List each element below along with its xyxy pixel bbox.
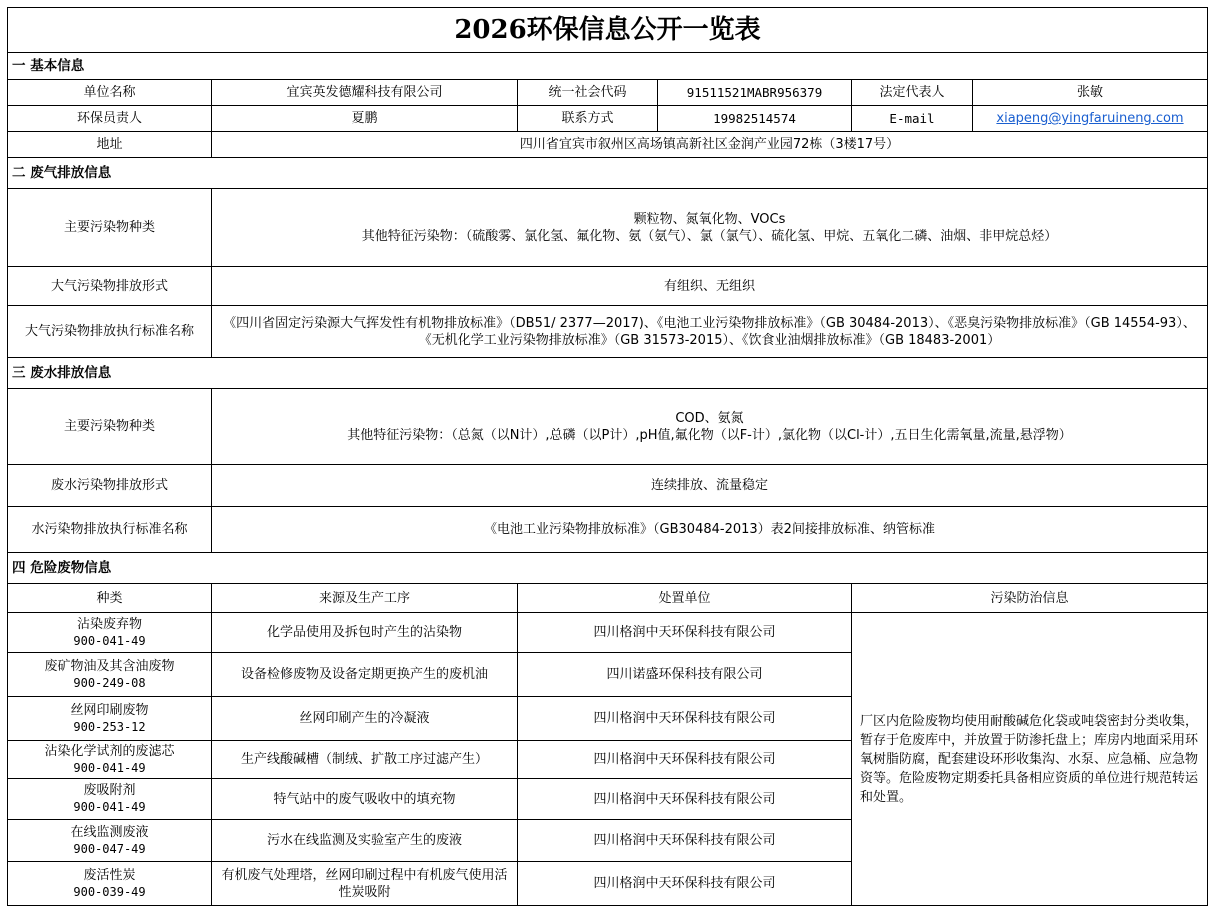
gas-form-label: 大气污染物排放形式 [8,267,212,306]
gas-form-value: 有组织、无组织 [212,267,1208,306]
waste-header-type: 种类 [8,584,212,613]
water-standard-value: 《电池工业污染物排放标准》（GB30484-2013）表2间接排放标准、纳管标准 [212,507,1208,553]
address-label: 地址 [8,132,212,158]
waste-name: 废吸附剂 [83,783,136,798]
section-water-info: 三 废水排放信息 [8,358,1208,389]
gas-pollutants-main: 颗粒物、氮氧化物、VOCs [633,211,786,227]
waste-source: 特气站中的废气吸收中的填充物 [212,779,518,820]
gas-pollutants-other: 其他特征污染物：（硫酸雾、氯化氢、氟化物、氨（氨气）、氯（氯气）、硫化氢、甲烷、五氧化二磷、油烟、非甲烷总烃） [361,228,1058,244]
section-basic-info: 一 基本信息 [8,53,1208,80]
address-value: 四川省宜宾市叙州区高场镇高新社区金润产业园72栋（3楼17号） [212,132,1208,158]
email-link[interactable]: xiapeng@yingfaruineng.com [996,111,1184,126]
waste-prevention-info: 厂区内危险废物均使用耐酸碱危化袋或吨袋密封分类收集，暂存于危废库中，并放置于防渗托盘上；库房内地面采用环氧树脂防腐，配套建设环形收集沟、水泵、应急桶、应急物资等。危险废物定期委托具备相应资质的单位进行规范转运和处置。 [852,613,1208,906]
gas-standard-value: 《四川省固定污染源大气挥发性有机物排放标准》（DB51/ 2377—2017)、《电池工业污染物排放标准》（GB 30484-2013）、《恶臭污染物排放标准》（GB 14554-93）、《无机化学工业污染物排放标准》（GB 31573-2015）、《饮食业油烟排放标准》（GB 18483-2001） [212,306,1208,358]
waste-header-source: 来源及生产工序 [212,584,518,613]
email-label: E-mail [852,106,973,132]
waste-disposal: 四川格润中天环保科技有限公司 [518,820,852,862]
waste-type [8,862,212,906]
waste-source: 有机废气处理塔，丝网印刷过程中有机废气使用活性炭吸附 [212,862,518,906]
credit-code-value: 91511521MABR956379 [658,80,852,106]
waste-source: 污水在线监测及实验室产生的废液 [212,820,518,862]
email-cell [973,106,1208,132]
waste-type [8,653,212,697]
env-officer-label: 环保员责人 [8,106,212,132]
waste-code: 900-039-49 [73,884,146,899]
waste-disposal: 四川格润中天环保科技有限公司 [518,613,852,653]
water-pollutants-value [212,389,1208,465]
water-standard-label: 水污染物排放执行标准名称 [8,507,212,553]
section-waste-info: 四 危险废物信息 [8,553,1208,584]
waste-disposal: 四川诺盛环保科技有限公司 [518,653,852,697]
waste-disposal: 四川格润中天环保科技有限公司 [518,862,852,906]
waste-code: 900-047-49 [73,841,146,856]
waste-code: 900-253-12 [73,719,146,734]
credit-code-label: 统一社会代码 [518,80,658,106]
gas-pollutants-value [212,189,1208,267]
waste-type [8,741,212,779]
legal-rep-value: 张敏 [973,80,1208,106]
waste-code: 900-041-49 [73,800,146,814]
waste-name: 丝网印刷废物 [70,702,149,718]
water-pollutants-label: 主要污染物种类 [8,389,212,465]
page-title: 2026环保信息公开一览表 [8,8,1208,53]
waste-name: 废活性炭 [83,867,136,883]
waste-disposal: 四川格润中天环保科技有限公司 [518,741,852,779]
waste-disposal: 四川格润中天环保科技有限公司 [518,779,852,820]
waste-source: 化学品使用及拆包时产生的沾染物 [212,613,518,653]
waste-type [8,820,212,862]
waste-name: 沾染化学试剂的废滤芯 [44,743,175,759]
waste-code: 900-041-49 [73,633,146,648]
waste-type [8,697,212,741]
waste-name: 在线监测废液 [70,824,149,840]
waste-type [8,613,212,653]
waste-type [8,779,212,820]
legal-rep-label: 法定代表人 [852,80,973,106]
waste-code: 900-249-08 [73,675,146,690]
waste-source: 生产线酸碱槽（制绒、扩散工序过滤产生） [212,741,518,779]
waste-header-disposal: 处置单位 [518,584,852,613]
waste-source: 丝网印刷产生的冷凝液 [212,697,518,741]
water-pollutants-other: 其他特征污染物：（总氮（以N计）,总磷（以P计）,pH值,氟化物（以F-计）,氯化物（以Cl-计）,五日生化需氧量,流量,悬浮物） [347,427,1072,443]
section-gas-info: 二 废气排放信息 [8,158,1208,189]
waste-disposal: 四川格润中天环保科技有限公司 [518,697,852,741]
disclosure-table [7,7,1208,906]
env-officer-value: 夏鹏 [212,106,518,132]
water-form-value: 连续排放、流量稳定 [212,465,1208,507]
waste-header-prevention: 污染防治信息 [852,584,1208,613]
waste-code: 900-041-49 [73,760,146,775]
table-row [8,613,1208,653]
water-pollutants-main: COD、氨氮 [675,410,744,426]
waste-name: 废矿物油及其含油废物 [44,658,175,674]
waste-name: 沾染废弃物 [76,616,142,632]
waste-source: 设备检修废物及设备定期更换产生的废机油 [212,653,518,697]
gas-pollutants-label: 主要污染物种类 [8,189,212,267]
water-form-label: 废水污染物排放形式 [8,465,212,507]
gas-standard-label: 大气污染物排放执行标准名称 [8,306,212,358]
contact-value: 19982514574 [658,106,852,132]
unit-name-label: 单位名称 [8,80,212,106]
unit-name-value: 宜宾英发德耀科技有限公司 [212,80,518,106]
contact-label: 联系方式 [518,106,658,132]
